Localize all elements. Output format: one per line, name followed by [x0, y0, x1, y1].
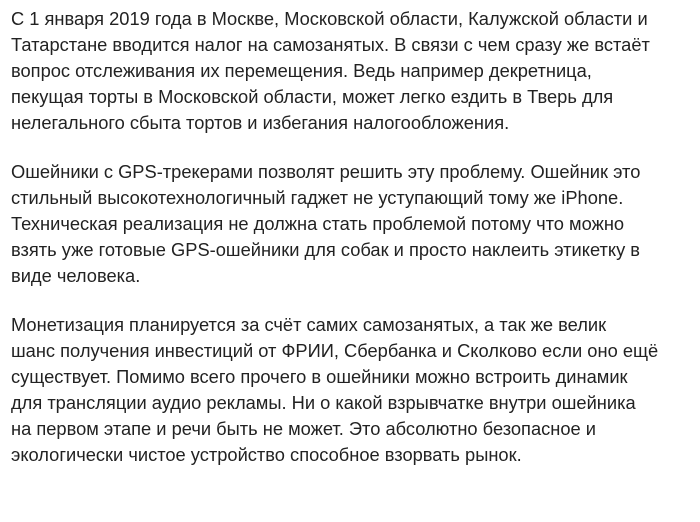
text-line: С 1 января 2019 года в Москве, Московской области, Калужской области и [11, 8, 648, 29]
text-line: стильный высокотехнологичный гаджет не уступающий тому же iPhone. [11, 187, 624, 208]
text-line: взять уже готовые GPS-ошейники для собак и просто наклеить этикетку в [11, 239, 641, 260]
text-line: существует. Помимо всего прочего в ошейники можно встроить динамик [11, 366, 628, 387]
text-line: экологически чистое устройство способное взорвать рынок. [11, 444, 522, 465]
text-line: Татарстане вводится налог на самозанятых. В связи с чем сразу же встаёт [11, 34, 650, 55]
paragraph-2 [11, 159, 686, 289]
text-line: для трансляции аудио рекламы. Ни о какой взрывчатке внутри ошейника [11, 392, 636, 413]
text-line: Техническая реализация не должна стать проблемой потому что можно [11, 213, 625, 234]
paragraph-3 [11, 312, 686, 468]
text-line: Монетизация планируется за счёт самих самозанятых, а так же велик [11, 314, 607, 335]
paragraph-1 [11, 6, 686, 136]
text-line: вопрос отслеживания их перемещения. Ведь например декретница, [11, 60, 592, 81]
text-line: пекущая торты в Московской области, может легко ездить в Тверь для [11, 86, 614, 107]
text-line: виде человека. [11, 265, 141, 286]
text-line: Ошейники с GPS-трекерами позволят решить эту проблему. Ошейник это [11, 161, 641, 182]
text-line: на первом этапе и речи быть не может. Это абсолютно безопасное и [11, 418, 596, 439]
text-line: шанс получения инвестиций от ФРИИ, Сбербанка и Сколково если оно ещё [11, 340, 659, 361]
text-line: нелегального сбыта тортов и избегания налогообложения. [11, 112, 510, 133]
